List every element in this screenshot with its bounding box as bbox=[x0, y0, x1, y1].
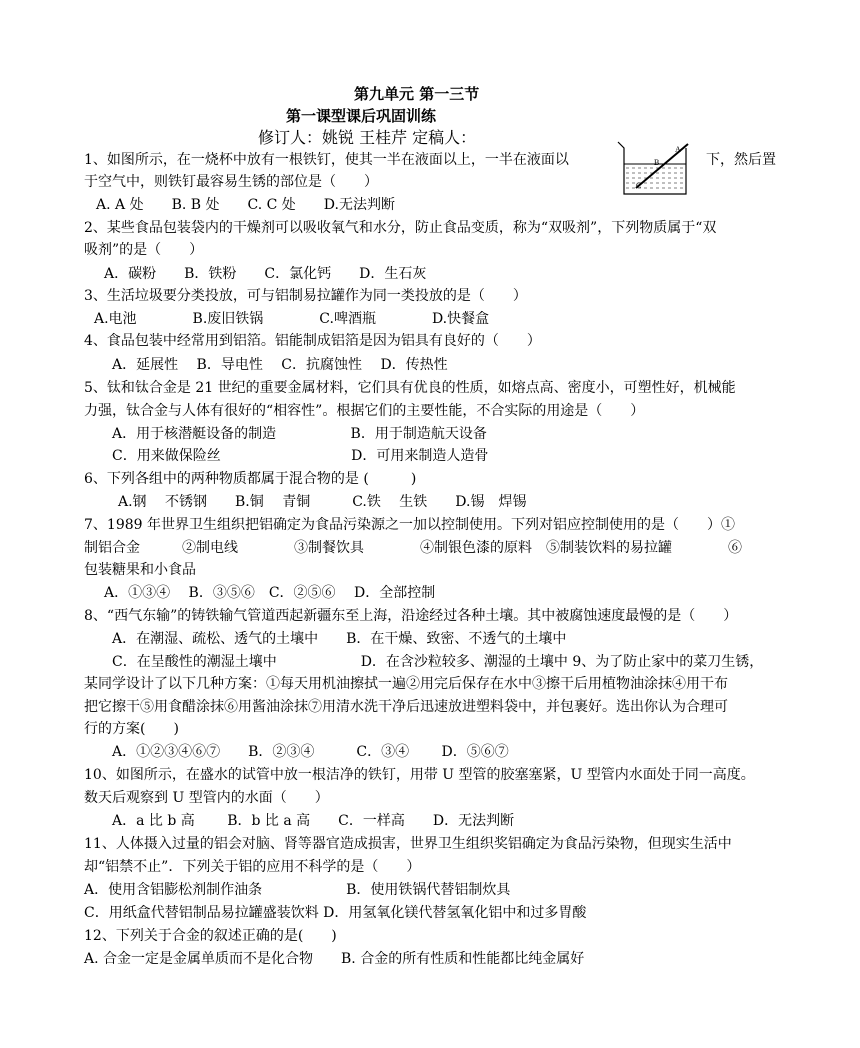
q8-stem: 8、“西气东输”的铸铁输气管道西起新疆东至上海，沿途经过各种土壤。其中被腐蚀速度最慢的是（ ） bbox=[84, 608, 738, 624]
q2-stem: 2、某些食品包装袋内的干燥剂可以吸收氧气和水分，防止食品变质，称为“双吸剂”，下列物质属于“双 bbox=[84, 220, 717, 236]
q4-stem: 4、食品包装中经常用到铝箔。铝能制成铝箔是因为铝具有良好的（ ） bbox=[84, 333, 541, 349]
q11-stem: 11、人体摄入过量的铝会对脑、肾等器官造成损害，世界卫生组织奖铝确定为食品污染物，但现实生活中 bbox=[84, 836, 732, 852]
q10-stem-cont: 数天后观察到 U 型管内的水面（ ） bbox=[84, 790, 329, 806]
q5-options-cd: C．用来做保险丝 D．可用来制造人造骨 bbox=[112, 448, 489, 464]
q10-stem: 10、如图所示，在盛水的试管中放一根洁净的铁钉，用带 U 型管的胶塞塞紧，U 型管内水面处于同一高度。 bbox=[84, 767, 755, 783]
q5-stem-cont: 力强，钛合金与人体有很好的“相容性”。根据它们的主要性能，不合实际的用途是（ ） bbox=[84, 403, 645, 419]
beaker-nail-figure bbox=[614, 138, 696, 198]
q1-stem: 1、如图所示，在一烧杯中放有一根铁钉，使其一半在液面以上，一半在液面以 bbox=[84, 152, 569, 168]
q1-stem-tail: 下，然后置 bbox=[706, 152, 776, 168]
q2-options: A．碳粉 B．铁粉 C．氯化钙 D．生石灰 bbox=[104, 266, 427, 282]
q3-stem: 3、生活垃圾要分类投放，可与铝制易拉罐作为同一类投放的是（ ） bbox=[84, 288, 527, 304]
unit-title: 第九单元 第一三节 bbox=[354, 85, 480, 103]
q7-options: A．①③④ B．③⑤⑥ C．②⑤⑥ D．全部控制 bbox=[104, 585, 436, 601]
q1-stem-cont: 于空气中，则铁钉最容易生锈的部位是（ ） bbox=[84, 174, 378, 190]
q9-options: A．①②③④⑥⑦ B．②③④ C．③④ D．⑤⑥⑦ bbox=[112, 744, 509, 760]
q11-stem-cont: 却“铝禁不止”．下列关于铝的应用不科学的是（ ） bbox=[84, 859, 421, 875]
q1-options: A. A 处 B. B 处 C. C 处 D.无法判断 bbox=[96, 197, 395, 213]
q7-stem: 7、1989 年世界卫生组织把铝确定为食品污染源之一加以控制使用。下列对铝应控制使用的是（ ）① bbox=[84, 517, 735, 533]
figure-label-b: B bbox=[654, 158, 660, 167]
q8-options-ab: A．在潮湿、疏松、透气的土壤中 B．在干燥、致密、不透气的土壤中 bbox=[112, 631, 567, 647]
q7-stem-cont: 制铝合金 ②制电线 ③制餐饮具 ④制银色漆的原料 ⑤制装饮料的易拉罐 ⑥ bbox=[84, 540, 742, 556]
q8-options-cd-q9: C．在呈酸性的潮湿土壤中 D．在含沙粒较多、潮湿的土壤中 9、为了防止家中的菜刀生锈， bbox=[112, 654, 764, 670]
q2-stem-cont: 吸剂”的是（ ） bbox=[84, 242, 204, 258]
q5-stem: 5、钛和钛合金是 21 世纪的重要金属材料，它们具有优良的性质，如熔点高、密度小，可塑性好，机械能 bbox=[84, 380, 736, 396]
q9-stem-cont2: 把它擦干⑤用食醋涂抹⑥用酱油涂抹⑦用清水洗干净后迅速放进塑料袋中，并包裹好。选出你认为合理可 bbox=[84, 699, 728, 715]
figure-label-a: A bbox=[675, 145, 681, 154]
reviser-line: 修订人：姚锐 王桂芹 定稿人： bbox=[258, 128, 477, 147]
q10-options: A．a 比 b 高 B．b 比 a 高 C．一样高 D．无法判断 bbox=[112, 813, 515, 829]
q3-options: A.电池 B.废旧铁锅 C.啤酒瓶 D.快餐盒 bbox=[94, 311, 490, 327]
q6-stem: 6、下列各组中的两种物质都属于混合物的是 ( ) bbox=[84, 471, 417, 487]
q12-stem: 12、下列关于合金的叙述正确的是( ) bbox=[84, 928, 337, 944]
q4-options: A．延展性 B．导电性 C．抗腐蚀性 D．传热性 bbox=[112, 357, 448, 373]
q6-options: A.钢 不锈钢 B.铜 青铜 C.铁 生铁 D.锡 焊锡 bbox=[118, 494, 527, 510]
q11-options-ab: A．使用含铝膨松剂制作油条 B．使用铁锅代替铝制炊具 bbox=[84, 882, 511, 898]
q11-options-cd: C．用纸盒代替铝制品易拉罐盛装饮料 D．用氢氧化镁代替氢氧化铝中和过多胃酸 bbox=[84, 905, 587, 921]
q9-stem-cont: 某同学设计了以下几种方案：①每天用机油擦拭一遍②用完后保存在水中③擦干后用植物油涂抹④用干布 bbox=[84, 676, 728, 692]
q5-options-ab: A．用于核潜艇设备的制造 B．用于制造航天设备 bbox=[112, 426, 487, 442]
q9-stem-cont3: 行的方案( ) bbox=[84, 721, 179, 737]
q12-options-ab: A. 合金一定是金属单质而不是化合物 B. 合金的所有性质和性能都比纯金属好 bbox=[84, 951, 585, 967]
q7-stem-cont2: 包装糖果和小食品 bbox=[84, 562, 196, 578]
figure-label-c: C bbox=[636, 181, 642, 190]
lesson-subtitle: 第一课型课后巩固训练 bbox=[286, 107, 437, 125]
